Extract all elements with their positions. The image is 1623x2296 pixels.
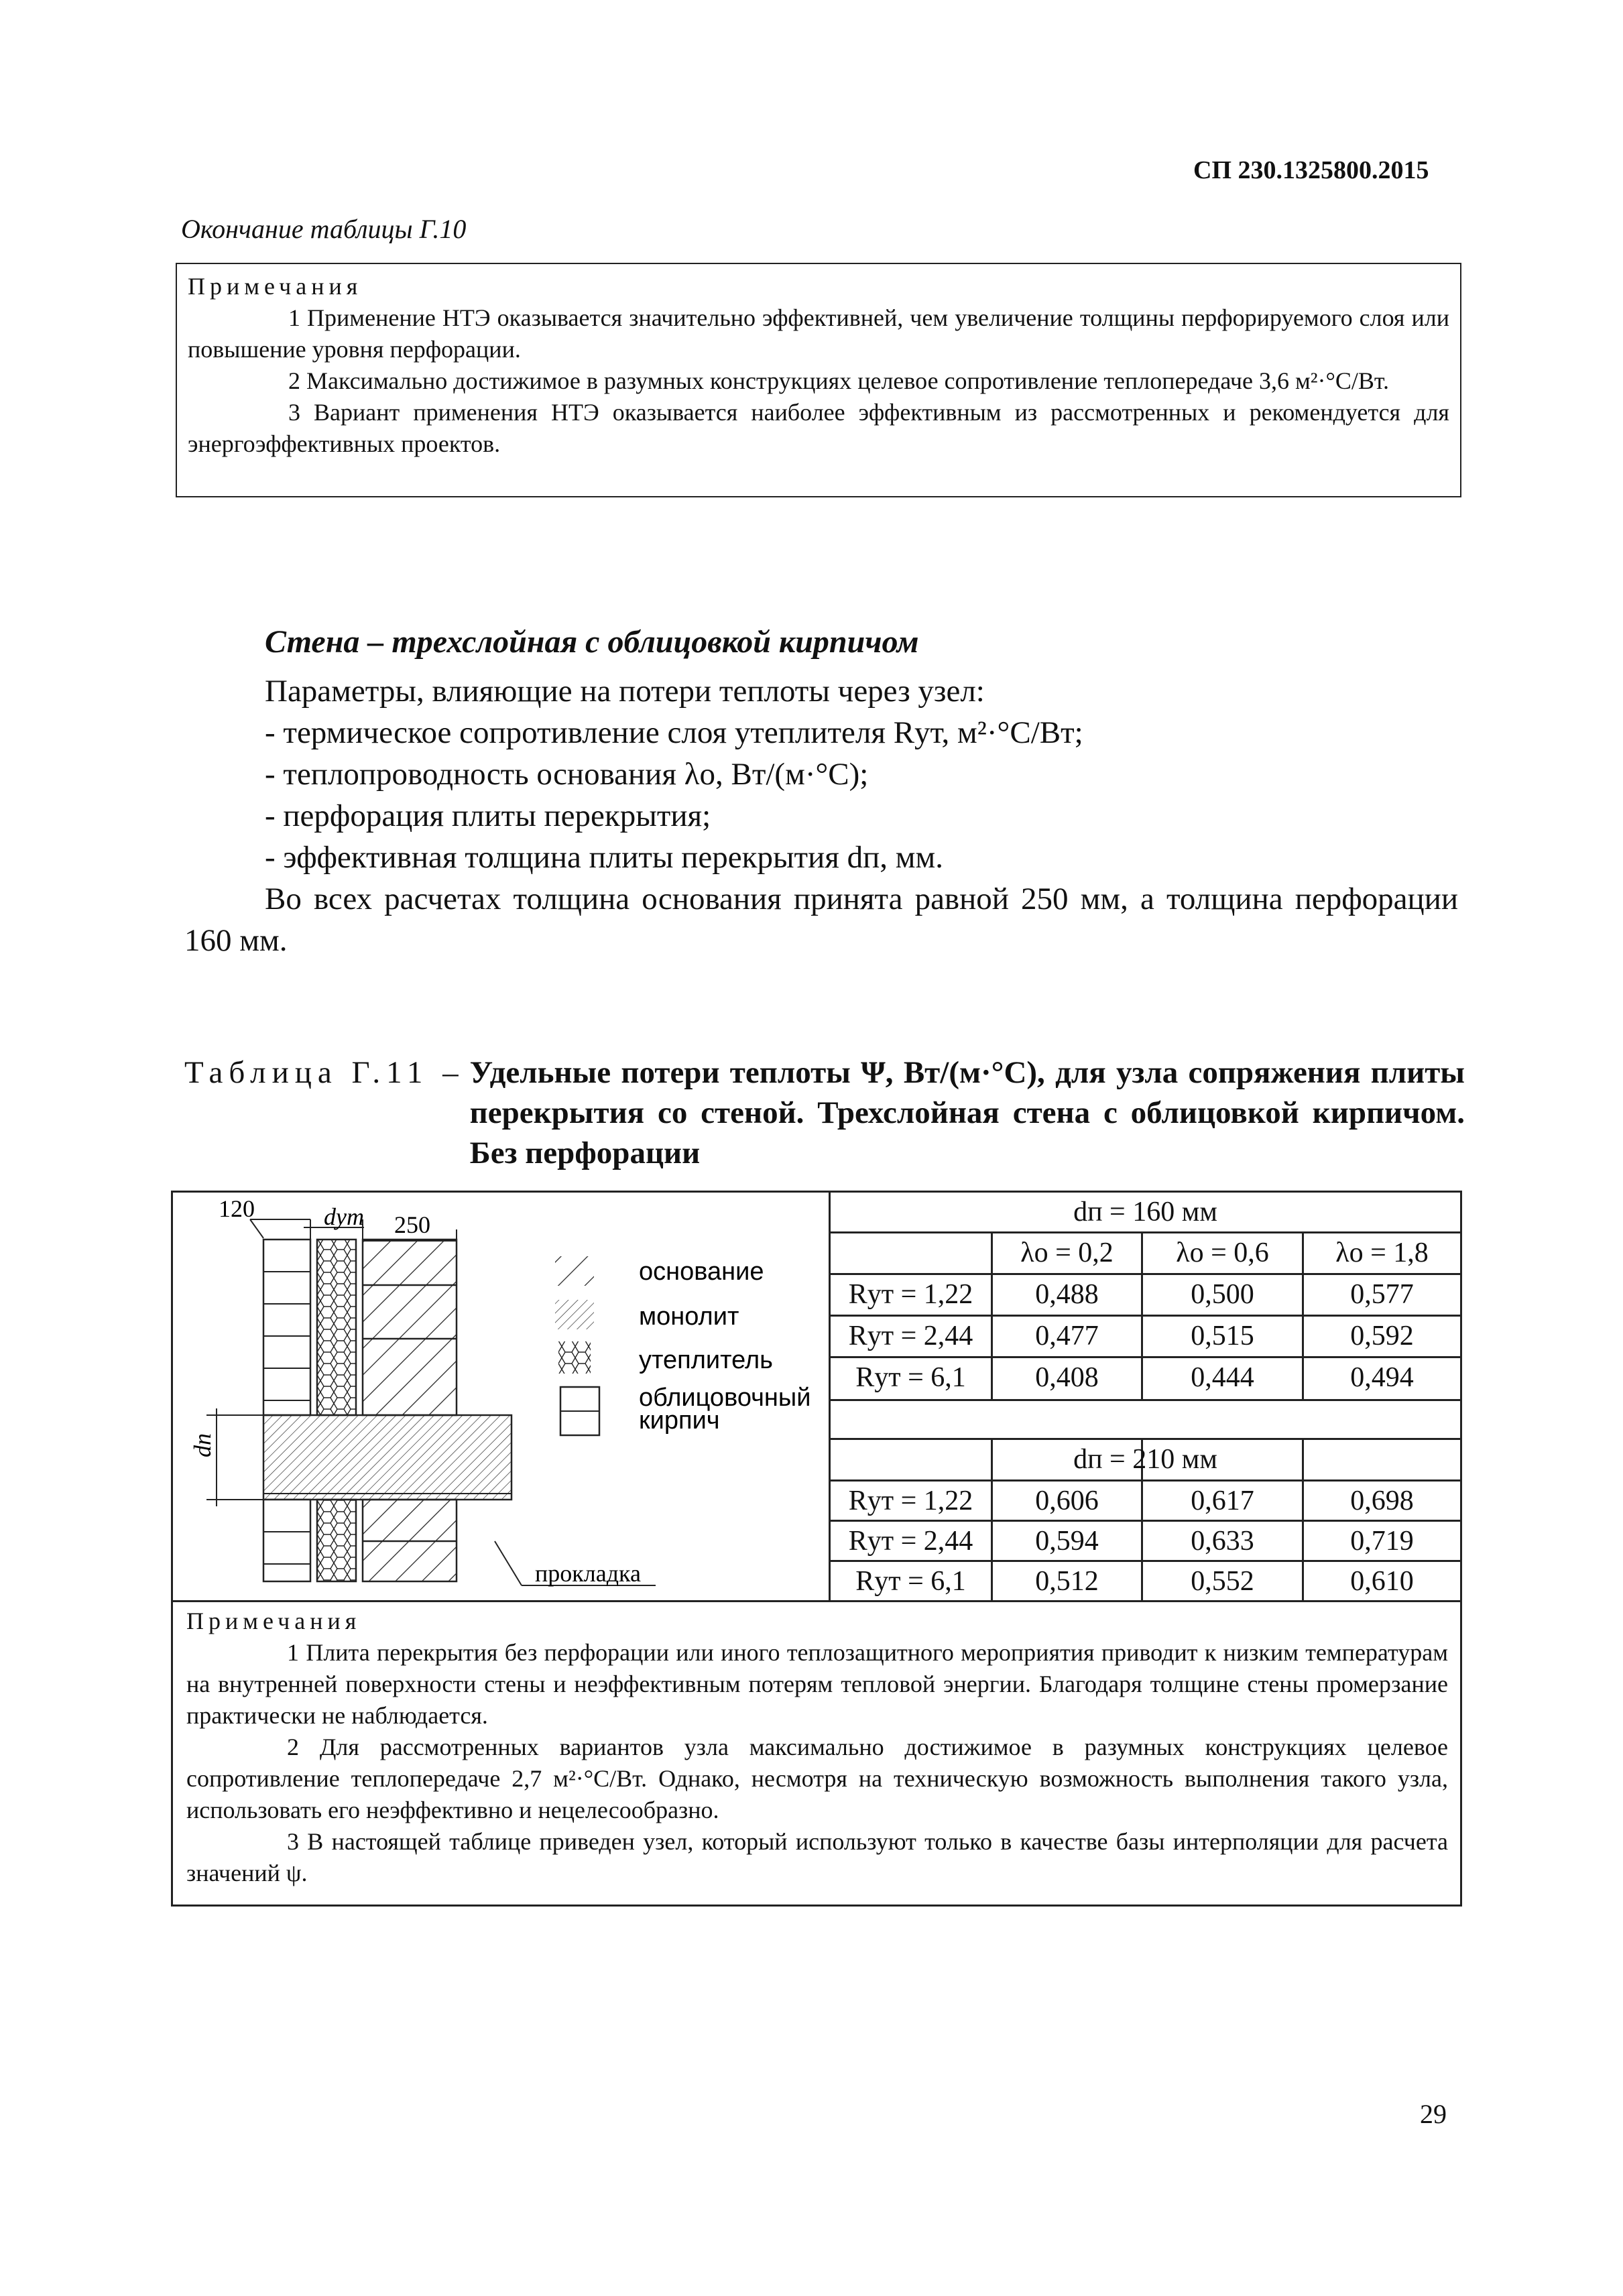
notes-g11 (173, 1606, 1461, 1889)
column-header: λо = 0,2 (1020, 1237, 1114, 1268)
notes-g10-item-1: 1 Применение НТЭ оказывается значительно эффективней, чем увеличение толщины перфорируемого слоя или повышение уровня перфорации. (188, 304, 1449, 363)
row-label: Rут = 1,22 (848, 1486, 973, 1516)
table-cell: 0,512 (1035, 1566, 1099, 1597)
table-caption-title: Удельные потери теплоты Ψ, Вт/(м·°С), для узла сопряжения плиты перекрытия со стеной. Трехслойная стена с облицовкой кирпичом. Без перфорации (469, 1055, 1465, 1170)
row-label: Rут = 2,44 (848, 1526, 973, 1557)
table-cell: 0,488 (1035, 1279, 1099, 1310)
table-end-caption: Окончание таблицы Г.10 (181, 214, 467, 244)
legend-swatch-insulation (558, 1341, 591, 1374)
gasket-label: прокладка (535, 1560, 641, 1587)
table-cell: 0,515 (1191, 1321, 1254, 1351)
table-cell: 0,617 (1191, 1486, 1254, 1516)
table-cell: 0,698 (1350, 1486, 1414, 1516)
row-label: Rут = 2,44 (848, 1321, 973, 1351)
row-label: Rут = 1,22 (848, 1279, 973, 1310)
brick-facing-lower (263, 1500, 310, 1581)
table-cell: 0,477 (1035, 1321, 1099, 1351)
table-cell: 0,594 (1035, 1526, 1099, 1557)
legend (555, 1256, 810, 1435)
table-cell: 0,633 (1191, 1526, 1254, 1557)
section-bullet: - перфорация плиты перекрытия; (265, 798, 711, 833)
table-cell: 0,494 (1350, 1362, 1414, 1393)
table-caption (184, 1052, 1465, 1173)
legend-label-brick: облицовочный кирпич (639, 1384, 811, 1435)
dimension-dut: dут (324, 1203, 364, 1230)
table-cell: 0,500 (1191, 1279, 1254, 1310)
wall-section-diagram (173, 1193, 823, 1595)
table-cell: 0,610 (1350, 1566, 1414, 1597)
legend-label-insulation: утеплитель (639, 1346, 773, 1374)
legend-label-monolith: монолит (639, 1303, 739, 1331)
section-bullet: - теплопроводность основания λо, Вт/(м·°С); (265, 757, 869, 792)
notes-g11-item-3: 3 В настоящей таблице приведен узел, который используют только в качестве базы интерполяции для расчета значений ψ. (186, 1828, 1448, 1886)
dimension-250: 250 (394, 1211, 430, 1238)
table-cell: 0,408 (1035, 1362, 1099, 1393)
table-cell: 0,552 (1191, 1566, 1254, 1597)
section-intro: Параметры, влияющие на потери теплоты через узел: (265, 674, 985, 709)
legend-label-base: основание (639, 1258, 764, 1286)
brick-facing-upper (263, 1240, 310, 1415)
page-number: 29 (1420, 2099, 1447, 2129)
table-caption-label: Таблица Г.11 – (184, 1055, 465, 1090)
section-bullet: - термическое сопротивление слоя утеплителя Rут, м²·°С/Вт; (265, 715, 1083, 750)
legend-swatch-monolith (555, 1300, 594, 1329)
insulation-lower (317, 1500, 356, 1581)
insulation-upper (317, 1240, 356, 1415)
dimension-dp: dп (189, 1433, 216, 1457)
group1-header: dп = 160 мм (1073, 1197, 1217, 1227)
notes-g11-item-2: 2 Для рассмотренных вариантов узла максимально достижимое в разумных конструкциях целевое сопротивление теплопередаче 2,7 м²·°С/Вт. Однако, несмотря на техническую возможность выполнения такого узла, использовать его неэффективно и нецелесообразно. (186, 1734, 1448, 1823)
notes-g10-box (176, 263, 1461, 497)
base-lower (363, 1500, 457, 1581)
notes-g11-item-1: 1 Плита перекрытия без перфорации или иного теплозащитного мероприятия приводит к низким температурам на внутренней поверхности стены и неэффективным потерям тепловой энергии. Благодаря толщине стены промерзание практически не наблюдается. (186, 1639, 1448, 1729)
table-cell: 0,577 (1350, 1279, 1414, 1310)
section-bullet: - эффективная толщина плиты перекрытия dп, мм. (265, 840, 943, 875)
row-label: Rут = 6,1 (855, 1362, 966, 1393)
column-header: λо = 1,8 (1335, 1237, 1429, 1268)
legend-swatch-base (555, 1256, 594, 1286)
table-cell: 0,592 (1350, 1321, 1414, 1351)
notes-g10-heading: Примечания (188, 273, 363, 300)
column-header: λо = 0,6 (1176, 1237, 1269, 1268)
section-closing: Во всех расчетах толщина основания принята равной 250 мм, а толщина перфорации 160 мм. (184, 882, 1458, 958)
notes-g10-item-3: 3 Вариант применения НТЭ оказывается наиболее эффективным из рассмотренных и рекомендуется для энергоэффективных проектов. (188, 399, 1449, 457)
slab-monolith (263, 1415, 512, 1500)
table-cell: 0,444 (1191, 1362, 1254, 1393)
row-label: Rут = 6,1 (855, 1566, 966, 1597)
section-body (184, 670, 1458, 961)
notes-g11-heading: Примечания (186, 1608, 361, 1634)
notes-g10-item-2: 2 Максимально достижимое в разумных конструкциях целевое сопротивление теплопередаче 3,6 м²·°С/Вт. (288, 367, 1389, 394)
group2-header: dп = 210 мм (1073, 1444, 1217, 1475)
legend-swatch-brick (560, 1387, 599, 1435)
document-code: СП 230.1325800.2015 (1193, 156, 1429, 184)
table-cell: 0,719 (1350, 1526, 1414, 1557)
dimension-120: 120 (219, 1195, 255, 1222)
table-cell: 0,606 (1035, 1486, 1099, 1516)
section-heading: Стена – трехслойная с облицовкой кирпичом (265, 624, 919, 660)
base-upper (363, 1240, 457, 1415)
